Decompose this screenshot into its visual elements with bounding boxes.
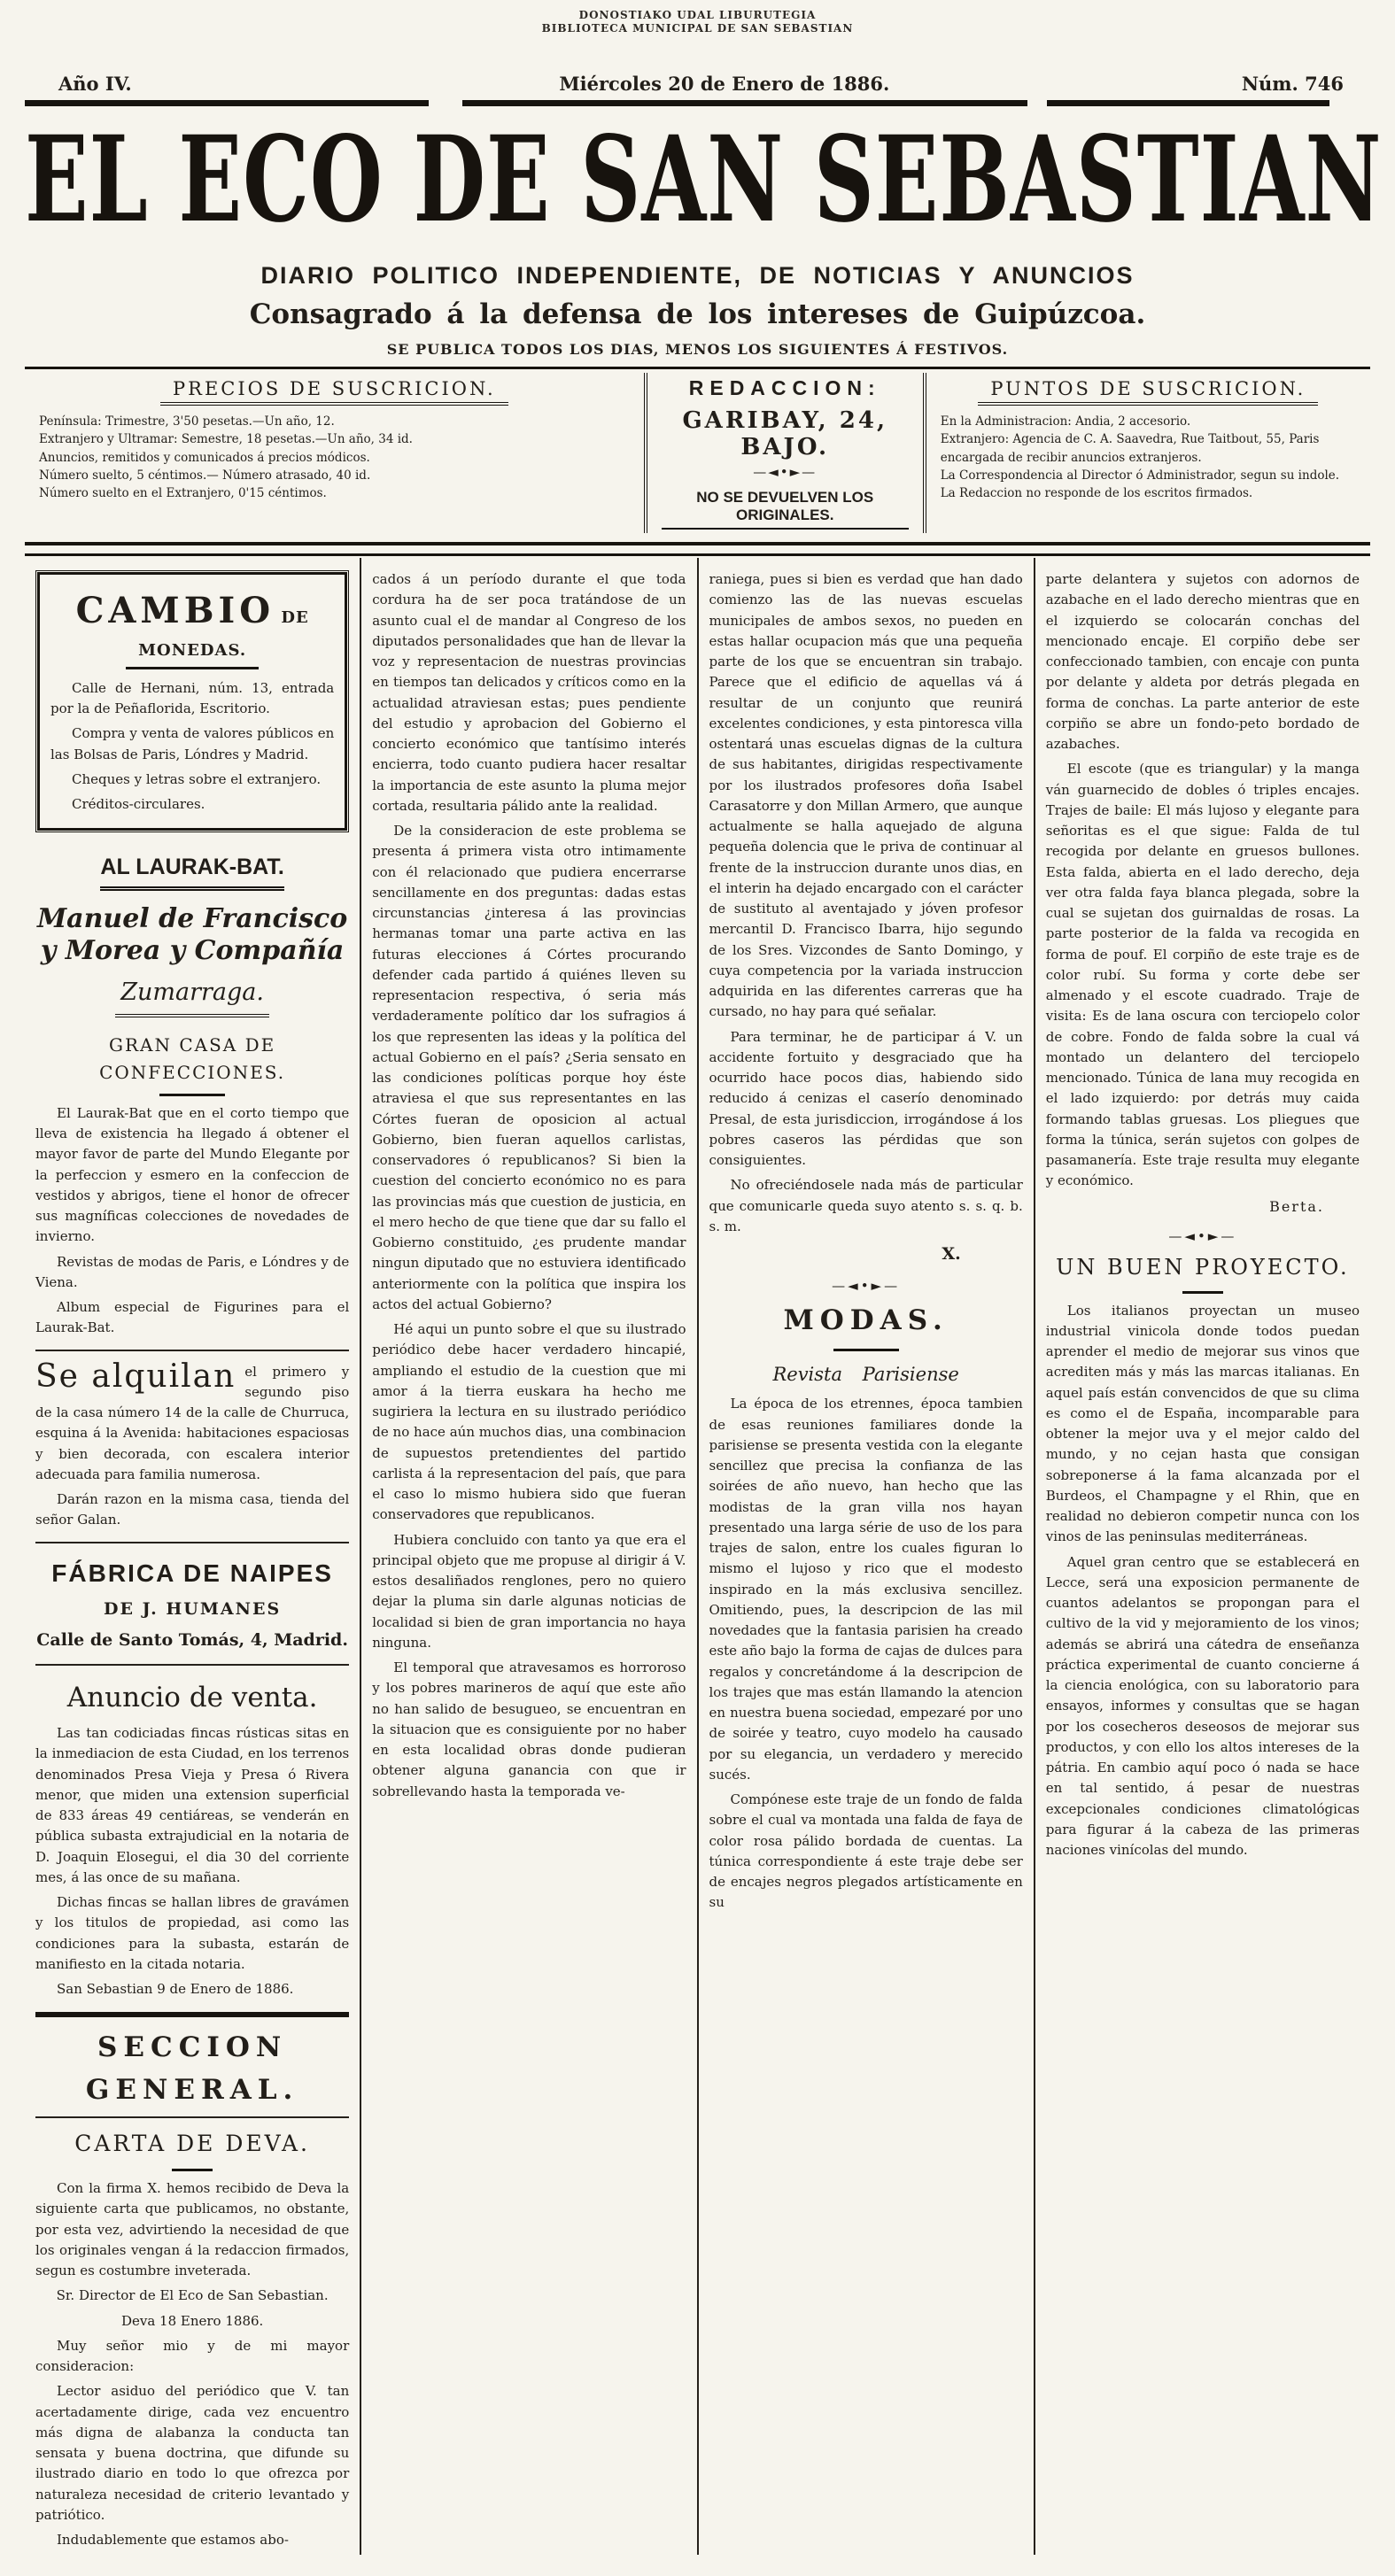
stamp-line-2: BIBLIOTECA MUNICIPAL DE SAN SEBASTIAN [541, 22, 854, 35]
dateline [25, 73, 1370, 95]
p: Para terminar, he de participar á V. un accidente fortuito y desgraciado que ha ocurrido hace pocos dias, habiendo sido reducido á cenizas el caserío denominado Presal, de esta jurisdiccion, irrogándose á los pobres caseros las pérdidas que son consiguientes. [709, 1028, 1023, 1168]
info-line: Península: Trimestre, 3'50 pesetas.—Un año, 12. [39, 414, 335, 429]
letter-signature: X. [942, 1244, 961, 1264]
modas-heading: MODAS. [783, 1303, 949, 1336]
redaccion-title: REDACCION: [688, 376, 881, 399]
p: Album especial de Figurines para el Laurak-Bat. [35, 1299, 350, 1336]
masthead-subtitle: DIARIO POLITICO INDEPENDIENTE, DE NOTICIAS Y ANUNCIOS [260, 262, 1135, 289]
column-1 [25, 558, 360, 2555]
cambio-title-rule [126, 667, 259, 669]
rule [35, 1664, 349, 1666]
carta-de-deva-heading: CARTA DE DEVA. [74, 2131, 311, 2157]
library-stamp [25, 9, 1370, 35]
rule-short [159, 1094, 225, 1096]
p-center: Sr. Director de El Eco de San Sebastian. [56, 2287, 329, 2304]
p: No ofreciéndosele nada más de particular que comunicarle queda suyo atento s. s. q. b. s. m. [709, 1177, 1023, 1234]
p-cont: raniega, pues si bien es verdad que han dado comienzo las de las nuevas escuelas municipales de ambos sexos, no pueden en estas hallar ocupacion más que una pequeña parte de los que se encuentran sin trabajo. Parece que el edificio de aquellas vá á resultar de un conjunto que reunirá excelentes condiciones, y esta pintoresca villa ostentará unas escuelas dignas de la cultura de sus habitantes, dirigidas respectivamente por los ilustrados profesores doña Isabel Carasatorre y don Millan Armero, que aunque actualmente se halla aquejado de alguna pequeña dolencia que le priva de continuar al frente de la instruccion durante unos dias, en el interin ha dejado encargado con el carácter de sustituto al aventajado y jóven profesor mercantil D. Francisco Ibarra, hijo segundo de los Sres. Vizcondes de Santo Domingo, y cuya competencia por la variada instruccion adquirida en las diferentes carreras que ha cursado, no hay para qué señalar. [709, 571, 1023, 1020]
laurak-bat-place [35, 974, 349, 1017]
p: Los italianos proyectan un museo industrial vinicola donde todos puedan aprender el medio de mejorar sus vinos que acrediten más y más las marcas italianas. En aquel país están convencidos de que su clima es como el de España, incomparable para obtener la mejor uva y el mejor caldo del mundo, y no cejan hasta que consigan sobreponerse á la fama alcanzada por el Burdeos, el Champagne y el Rhin, que en realidad no debieron competir nunca con los vinos de las peninsulas mediterráneas. [1045, 1302, 1360, 1545]
p: El temporal que atravesamos es horroroso y los pobres marineros de aquí que este año no han salido de besugueo, se encuentran en la situacion que es consiguiente por no haber en esta localidad obras donde pudieran obtener alguna ganancia con que ir sobrellevando hasta la temporada ve- [372, 1659, 686, 1799]
p: Hé aqui un punto sobre el que su ilustrado periódico debe hacer verdadero hincapié, ampliando el estudio de la cuestion que mi amor á la tierra euskara ha hecho me sugiriera la lectura en su ilustrado periódico de no hace aún muchos dias, una combinacion de supuestos pretendientes del partido carlista á la representacion del país, que para el caso lo mismo hubiera sido que fueran conservadores que republicanos. [372, 1321, 686, 1523]
laurak-bat-firm: Manuel de Francisco y Morea y Compañía [36, 903, 348, 967]
infobar-bottom-rule [25, 542, 1370, 556]
p: Créditos-circulares. [72, 796, 205, 813]
redaccion-box [644, 373, 926, 533]
p-center: Deva 18 Enero 1886. [120, 2312, 264, 2329]
edition-number: Núm. 746 [1241, 73, 1344, 95]
points-lines [941, 413, 1356, 502]
p-cont: parte delantera y sujetos con adornos de azabache en el lado derecho mientras que en el izquierdo se colocarán conchas del mencionado encaje. El corpiño debe ser confeccionado tambien, con encaje con punta por delante y aldeta por detrás plegada en forma de conchas. La parte anterior de este corpiño se abre un fondo-peto bordado de azabaches. [1045, 571, 1360, 752]
stamp-line-1: DONOSTIAKO UDAL LIBURUTEGIA [578, 9, 817, 21]
info-line: Número suelto, 5 céntimos.— Número atrasado, 40 id. [39, 468, 371, 483]
p: Aquel gran centro que se establecerá en Lecce, será una exposicion permanente de cuantos adelantos se propongan para el cultivo de la vid y mejoramiento de los vinos; además se abrirá una cátedra de enseñanza práctica experimental de cuanto concierne á la ciencia enológica, con su laboratorio para ensayos, informes y consultas que se hagan por los cosecheros deseosos de mejorar sus productos, y con ello los altos intereses de la pátria. En cambio aquí poco ó nada se hace en tal sentido, á pesar de nuestras excepcionales condiciones climatológicas para figurar á la cabeza de las primeras naciones vinícolas del mundo. [1045, 1553, 1360, 1859]
section-ornament: —◄•►— [1168, 1228, 1237, 1245]
dash-short [172, 2169, 213, 2171]
p: De la consideracion de este problema se presenta á primera vista otro intimamente con él relacionado que pudiera encerrarse sencillamente en dos preguntas: dadas estas circunstancias ¿interesa á las provincias hermanas tomar una parte activa en las futuras elecciones á Córtes procurando defender cada partido á quiénes lleven su representacion respectiva, ó seria más verdaderamente político dar los sufragios á los que representen las ideas y la política del actual Gobierno en el país? ¿Seria sensato en las condiciones políticas porque hoy éste atraviesa el que sus representantes en las Córtes fueran de oposicion al actual Gobierno, bien fueran aquellos carlistas, conservadores ó republicanos? Si bien la cuestion del concierto económico no es para las provincias más que cuestion de justicia, en el mero hecho de que tiene que dar su fallo el Gobierno constituido, ¿es prudente mandar ningun diputado que no estuviera identificado anteriormente con la política que inspira los actos del actual Gobierno? [372, 823, 686, 1312]
redaccion-note: NO SE DEVUELVEN LOS ORIGINALES. [662, 489, 909, 530]
p: La época de los etrennes, época tambien de esas reuniones familiares donde la parisiense se presenta vestida con la elegante sencillez que precisa la confianza de las soirées de año nuevo, han hecho que las modistas de la gran villa nos hayan presentado una larga série de uso de los para trajes de salon, entre los cuales figuran lo mismo el lujoso y rico que el modesto inspirado en la más exclusiva sencillez. Omitiendo, pues, la descripcion de las mil novedades que la fantasia parisien ha creado este año bajo la forma de cajas de dulces para regalos y concretándome á la descripcion de los trajes que mas están llamando la atencion en nuestra buena sociedad, empezaré por uno de soirée y teatro, cuyo modelo ha causado por su elegancia, un verdadero y merecido sucés. [709, 1396, 1023, 1783]
info-line: En la Administracion: Andia, 2 accesorio. [940, 414, 1191, 429]
p: El escote (que es triangular) y la manga ván guarnecido de dobles ó triples encajes. Trajes de baile: El más lujoso y elegante para señoritas es el que sigue: Falda de tul recogida por delante en gruesos bullones. Esta falda, abierta en el lado derecho, deja ver otra falda faya blanca plegada, sobre la cual se sujetan dos guirnaldas de rosas. La parte posterior de la falda va recogida en forma de pouf. El corpiño de este traje es de color rubí. Su forma y corte debe ser almenado y el escote cuadrado. Traje de visita: Es de lana oscura con terciopelo color de cobre. Fondo de falda sobre la cual vá montado un delantero del terciopelo mencionado. Túnica de lana muy recogida en el lado izquierdo: por detrás muy caida formando tablas gruesas. Los pliegues que forma la túnica, serán sujetos con golpes de pasamanería. Este traje resulta muy elegante y económico. [1045, 761, 1360, 1189]
info-line: Anuncios, remitidos y comunicados á precios módicos. [39, 450, 370, 465]
p: Con la firma X. hemos recibido de Deva la siguiente carta que publicamos, no obstante, por esta vez, advirtiendo la necesidad de que los originales vengan á la redaccion firmados, segun es costumbre inveterada. [35, 2180, 350, 2279]
column-3 [697, 558, 1034, 2555]
info-line: Extranjero y Ultramar: Semestre, 18 pesetas.—Un año, 34 id. [39, 432, 413, 447]
p: Las tan codiciadas fincas rústicas sitas en la inmediacion de esta Ciudad, en los terrenos denominados Presa Vieja y Presa ó Rivera menor, que miden una extension superficial de 833 áreas 49 centiáreas, se venderán en pública subasta extrajudicial en la notaria de D. Joaquin Elosegui, el dia 30 del corriente mes, á las once de su mañana. [35, 1725, 350, 1885]
p: El Laurak-Bat que en el corto tiempo que lleva de existencia ha llegado á obtener el mayor favor de parte del Mundo Elegante por la perfeccion y esmero en la confeccion de vestidos y abrigos, tiene el honor de ofrecer sus magníficas colecciones de novedades de invierno. [35, 1104, 350, 1245]
modas-subheading: Revista Parisiense [772, 1363, 959, 1385]
cambio-ad-title [50, 584, 334, 663]
laurak-bat-heading [35, 850, 349, 891]
cambio-ad-box [37, 572, 347, 831]
p: Darán razon en la misma casa, tienda del señor Galan. [35, 1491, 350, 1528]
p: Compónese este traje de un fondo de falda sobre el cual va montada una falda de faya de color rosa pálido bordada de cuentas. La túnica correspondiente á este traje debe ser de encajes negros plegados artísticamente en su [709, 1791, 1023, 1911]
laurak-bat-heading-text: AL LAURAK-BAT. [100, 850, 283, 891]
h-naipes-addr: Calle de Santo Tomás, 4, Madrid. [36, 1629, 348, 1650]
rule [35, 1542, 349, 1543]
laurak-bat-tagline: GRAN CASA DE CONFECCIONES. [99, 1033, 286, 1083]
p: Dichas fincas se hallan libres de gravámen y los titulos de propiedad, asi como las condiciones para la subasta, estarán de manifiesto en la citada notaria. [35, 1894, 350, 1972]
buen-proyecto-heading: UN BUEN PROYECTO. [1056, 1254, 1350, 1280]
seccion-general-heading: SECCION GENERAL. [85, 2031, 299, 2107]
p: San Sebastian 9 de Enero de 1886. [57, 1981, 294, 1998]
subscription-points-box [926, 373, 1370, 533]
h-naipes-sub: DE J. HUMANES [104, 1599, 282, 1620]
redaccion-address: GARIBAY, 24, BAJO. [682, 407, 887, 460]
info-line: La Redaccion no responde de los escritos firmados. [940, 486, 1253, 500]
p: Indudablemente que estamos abo- [57, 2532, 289, 2549]
lead-display-text: Se alquilan [35, 1358, 236, 1395]
ad-title-rest: DE MONEDAS. [138, 608, 309, 660]
column-2 [360, 558, 696, 2555]
info-line: Número suelto en el Extranjero, 0'15 céntimos. [39, 486, 327, 500]
rule [35, 1350, 349, 1351]
p: Revistas de modas de Paris, e Lóndres y de Viena. [35, 1253, 350, 1290]
p: Muy señor mio y de mi mayor consideracion: [35, 2337, 350, 2375]
dateline-rule [25, 100, 1370, 106]
info-bar [25, 369, 1370, 542]
laurak-bat-place-text: Zumarraga. [115, 974, 269, 1017]
dash-short [1182, 1291, 1223, 1294]
info-line: Extranjero: Agencia de C. A. Saavedra, Rue Taitbout, 55, Paris encargada de recibir anuncios extranjeros. [940, 432, 1320, 465]
anuncio-venta-heading: Anuncio de venta. [66, 1682, 318, 1713]
rule-thick [35, 2012, 349, 2017]
p: Hubiera concluido con tanto ya que era el principal objeto que me propuse al dirigir á V. estos desaliñados renglones, pero no quiero dejar la pluma sin darle algunas noticias de localidad si bien de gran importancia no haya ninguna. [372, 1531, 686, 1651]
prices-title: PRECIOS DE SUSCRICION. [39, 378, 630, 406]
naipes-ad-title: FÁBRICA DE NAIPES [51, 1559, 333, 1587]
ornament-divider-icon: —◄•►— [753, 464, 818, 480]
seccion-rule [35, 2116, 349, 2118]
p: Calle de Hernani, núm. 13, entrada por la de Peñaflorida, Escritorio. [50, 679, 335, 717]
p-cont: cados á un período durante el que toda cordura ha de ser poca tratándose de un asunto cual el de mandar al Congreso de los diputados personalidades que han de llevar la voz y representacion de nuestras provincias en tiempos tan delicados y críticos como en la actualidad atraviesan estas; pues pendiente del estudio y aprobacion del Gobierno el concierto económico que tantísimo interés encierra, todo cuanto pudiera hacer resaltar la importancia de este asunto la pluma mejor cortada, resultaria pálido ante la realidad. [372, 571, 686, 814]
se-alquilan-ad: Se alquilan el primero y segundo piso de la casa número 14 de la calle de Churruca, esquina á la Avenida: habitaciones espaciosas y bien decorada, con escalera interior adecuada para familia numerosa. [35, 1358, 350, 1482]
edition-date: Miércoles 20 de Enero de 1886. [559, 73, 890, 95]
subscription-prices-box [25, 373, 644, 533]
edition-year: Año IV. [58, 73, 132, 95]
p: Lector asiduo del periódico que V. tan acertadamente dirige, cada vez encuentro más digna de alabanza la conducta tan sensata y buena doctrina, que difunde su ilustrado diario en todo lo que ofrezca por naturaleza necesidad de criterio levantado y patriótico. [35, 2383, 350, 2523]
column-4 [1034, 558, 1370, 2555]
masthead-motto: Consagrado á la defensa de los intereses de Guipúzcoa. [249, 298, 1146, 330]
section-ornament: —◄•►— [832, 1278, 901, 1295]
modas-signature: Berta. [1269, 1197, 1324, 1215]
p: Cheques y letras sobre el extranjero. [72, 770, 322, 787]
masthead-title: EL ECO DE SAN SEBASTIAN [25, 111, 1383, 250]
points-title: PUNTOS DE SUSCRICION. [941, 378, 1356, 406]
p: Compra y venta de valores públicos en las Bolsas de Paris, Lóndres y Madrid. [50, 725, 335, 762]
ad-title-main: CAMBIO [75, 590, 275, 631]
info-line: La Correspondencia al Director ó Administrador, segun su indole. [940, 468, 1340, 483]
masthead-publication-note: SE PUBLICA TODOS LOS DIAS, MENOS LOS SIGUIENTES Á FESTIVOS. [386, 341, 1009, 358]
article-columns [25, 558, 1370, 2555]
rule-short [833, 1349, 899, 1351]
prices-lines [39, 413, 630, 502]
